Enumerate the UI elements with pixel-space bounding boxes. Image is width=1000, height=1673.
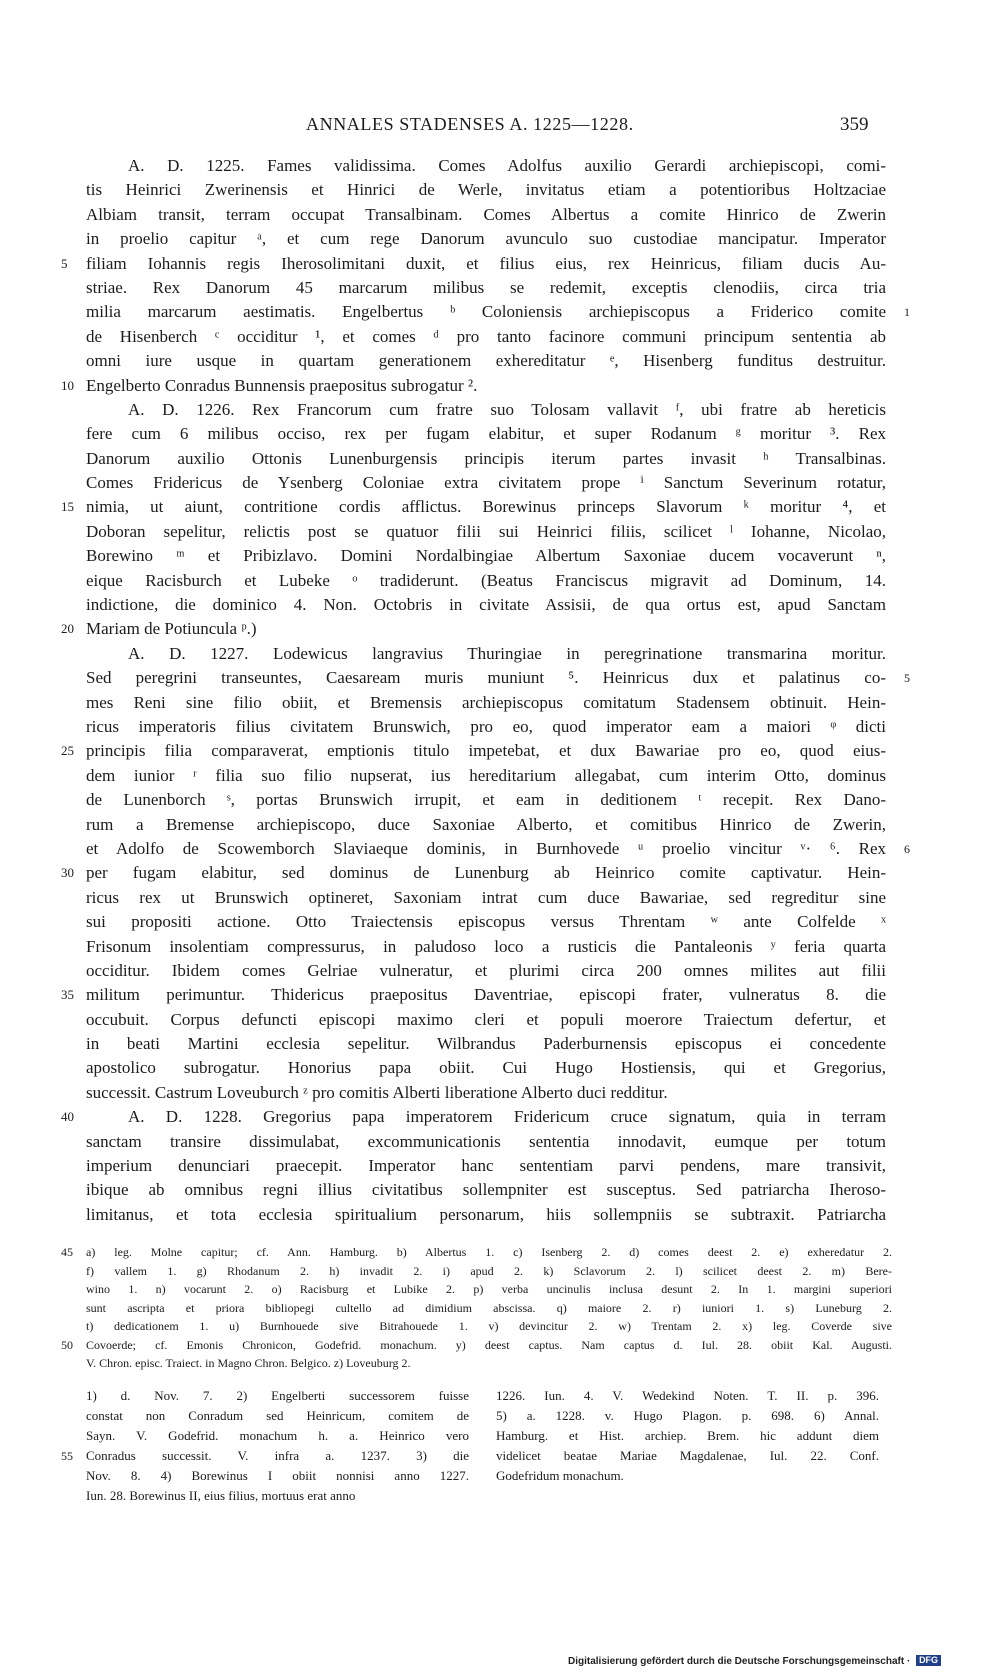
- footnote-line-text: 1226. Iun. 4. V. Wedekind Noten. T. II. p. 396.: [496, 1388, 879, 1403]
- footnote-line: [86, 1386, 469, 1406]
- variant-note-line-text: f) vallem 1. g) Rhodanum 2. h) invadit 2. i) apud 2. k) Sclavorum 2. l) scilicet deest 2. m) Bere-: [86, 1263, 892, 1278]
- digitization-credit: [568, 1655, 941, 1667]
- text-line-text: limitanus, et tota ecclesia spiritualium personarum, hiis sollempniis se subtraxit. Patriarcha: [86, 1204, 886, 1224]
- variant-note-line: [86, 1299, 892, 1318]
- text-line-text: indictione, die dominico 4. Non. Octobris in civitate Assisii, de qua ortus est, apud Sanctam: [86, 595, 886, 615]
- text-line-text: de Lunenborch ˢ, portas Brunswich irrupit, et eam in deditionem ᵗ recepit. Rex Dano-: [86, 790, 886, 810]
- footnotes-right-column: [496, 1386, 879, 1486]
- text-line-text: de Hisenberch ᶜ occiditur ¹, et comes ᵈ pro tanto facinore communi principum sententia ab: [86, 326, 886, 346]
- line-number: 55: [61, 1449, 73, 1463]
- footnote-line-text: Hamburg. et Hist. archiep. Brem. hic addunt diem: [496, 1428, 879, 1443]
- variant-note-line-text: Covoerde; cf. Emonis Chronicon, Godefrid. monachum. y) deest captus. Nam captus d. Iul. 28. obiit Kal. Augusti.: [86, 1337, 892, 1352]
- text-line: [86, 569, 886, 593]
- line-number: 20: [61, 621, 74, 637]
- footnote-line-text: 5) a. 1228. v. Hugo Plagon. p. 698. 6) Annal.: [496, 1408, 879, 1423]
- footnote-line: [86, 1406, 469, 1426]
- text-line: [86, 715, 886, 739]
- text-line: [86, 203, 886, 227]
- line-number: 50: [61, 1337, 73, 1352]
- line-number: 10: [61, 377, 74, 393]
- text-line: [86, 593, 886, 617]
- text-line-text: striae. Rex Danorum 45 marcarum milibus se redemit, exceptis clenodiis, circa tria: [86, 277, 886, 297]
- footnotes-left-column: [61, 1386, 469, 1506]
- text-line-text: et Adolfo de Scowemborch Slaviaeque dominis, in Burnhovede ᵘ proelio vincitur ᵛ· ⁶. Rex: [86, 838, 886, 858]
- text-line-text: rum a Bremense archiepiscopo, duce Saxoniae Alberto, et comitibus Hinrico de Zwerin,: [86, 814, 886, 834]
- text-line: [61, 983, 886, 1007]
- text-line-text: ricus imperatoris filius civitatem Brunswich, pro eo, quod imperator eam a maiori ᵠ dicti: [86, 716, 886, 736]
- text-line: [86, 1032, 886, 1056]
- text-line: [86, 276, 886, 300]
- text-line-text: ricus rex ut Brunswich optineret, Saxoniam intrat cum duce Bawariae, sed regreditur sine: [86, 887, 886, 907]
- text-line-text: in proelio capitur ᵃ, et cum rege Danorum avunculo suo custodiae mancipatur. Imperator: [86, 229, 886, 249]
- text-line: [86, 1154, 886, 1178]
- text-line: [86, 813, 886, 837]
- variant-note-line: [86, 1354, 892, 1373]
- text-line-text: nimia, ut aiunt, contritione cordis afflictus. Borewinus princeps Slavorum ᵏ moritur ⁴, et: [86, 497, 886, 517]
- text-line: [86, 300, 910, 324]
- text-line-text: A. D. 1227. Lodewicus langravius Thuringiae in peregrinatione transmarina moritur.: [128, 643, 886, 663]
- text-line-text: dem iunior ʳ filia suo filio nupserat, ius hereditarium allegabat, cum interim Otto, dominus: [86, 765, 886, 785]
- text-line-text: sui propositi actione. Otto Traiectensis episcopus versus Threntam ʷ ante Colfelde ˣ: [86, 912, 886, 932]
- text-line-text: eique Racisburch et Lubeke ᵒ tradiderunt. (Beatus Franciscus migravit ad Dominum, 14.: [86, 570, 886, 590]
- text-line: [86, 910, 886, 934]
- footnote-line-text: 1) d. Nov. 7. 2) Engelberti successorem fuisse: [86, 1388, 469, 1403]
- running-title: ANNALES STADENSES A. 1225—1228.: [306, 114, 634, 134]
- footnote-line-text: Sayn. V. Godefrid. monachum h. a. Heinrico vero: [86, 1428, 469, 1443]
- text-line-text: fere cum 6 milibus occiso, rex per fugam elabitur, et super Rodanum ᵍ moritur ³. Rex: [86, 424, 886, 444]
- text-line: [86, 666, 910, 690]
- text-line: [86, 1056, 886, 1080]
- footnote-line-text: Conradus successit. V. infra a. 1237. 3) die: [86, 1448, 469, 1463]
- text-line: [86, 520, 886, 544]
- variant-note-line: [86, 1317, 892, 1336]
- text-line: [86, 544, 886, 568]
- text-line-text: successit. Castrum Loveuburch ᶻ pro comitis Alberti liberatione Alberto duci redditur.: [86, 1082, 668, 1102]
- footnote-line-text: videlicet beatae Mariae Magdalenae, Iul. 22. Conf.: [496, 1448, 879, 1463]
- variant-note-line-text: a) leg. Molne capitur; cf. Ann. Hamburg. b) Albertus 1. c) Isenberg 2. d) comes deest 2. e) exheredatur 2.: [86, 1245, 892, 1259]
- main-text: [61, 154, 910, 1227]
- text-line: [86, 154, 886, 178]
- line-number: 40: [61, 1109, 74, 1125]
- footnote-line: [496, 1426, 879, 1446]
- page-number: 359: [840, 114, 869, 135]
- text-line: [86, 935, 886, 959]
- dfg-logo: DFG: [916, 1655, 941, 1666]
- line-number: 45: [61, 1245, 73, 1259]
- text-line: [86, 1008, 886, 1032]
- margin-note-marker: 5: [904, 671, 910, 686]
- variant-note-line-text: V. Chron. episc. Traiect. in Magno Chron. Belgico. z) Loveuburg 2.: [86, 1356, 411, 1370]
- text-line-text: in beati Martini ecclesia sepelitur. Wilbrandus Paderburnensis episcopus ei concedente: [86, 1034, 886, 1054]
- running-header: [0, 114, 1000, 138]
- footnote-line: [86, 1486, 469, 1506]
- footnote-line-text: Iun. 28. Borewinus II, eius filius, mortuus erat anno: [86, 1488, 356, 1503]
- text-line-text: occiditur. Ibidem comes Gelriae vulneratur, et plurimi circa 200 omnes milites aut filii: [86, 960, 886, 980]
- text-line-text: Frisonum insolentiam compressurus, in paludoso loco a rusticis die Pantaleonis ʸ feria quarta: [86, 936, 886, 956]
- text-line: [86, 471, 886, 495]
- text-line-text: Sed peregrini transeuntes, Caesaream muris muniunt ⁵. Heinricus dux et palatinus co-: [86, 668, 886, 688]
- text-line-text: A. D. 1226. Rex Francorum cum fratre suo Tolosam vallavit ᶠ, ubi fratre ab hereticis: [128, 399, 886, 419]
- text-line: [86, 1130, 886, 1154]
- footnote-line: [86, 1466, 469, 1486]
- text-line: [86, 325, 886, 349]
- text-line: [61, 1105, 886, 1129]
- variant-notes: [61, 1243, 892, 1373]
- footnote-line: [496, 1386, 879, 1406]
- line-number: 15: [61, 499, 74, 515]
- text-line: [86, 837, 910, 861]
- text-line-text: occubuit. Corpus defuncti episcopi maximo cleri et populi moerore Traiectum defertur, et: [86, 1009, 886, 1029]
- variant-note-line: [86, 1280, 892, 1299]
- text-line-text: ibique ab omnibus regni illius civitatibus sollempniter est susceptus. Sed patriarcha Iheroso-: [86, 1180, 886, 1200]
- text-line: [86, 691, 886, 715]
- text-line: [86, 178, 886, 202]
- footnote-line-text: Nov. 8. 4) Borewinus I obiit nonnisi anno 1227.: [86, 1468, 469, 1483]
- text-line-text: milia marcarum aestimatis. Engelbertus ᵇ Coloniensis archiepiscopus a Friderico comite: [86, 302, 886, 322]
- text-line-text: Mariam de Potiuncula ᵖ.): [86, 619, 257, 639]
- footnote-line: [496, 1446, 879, 1466]
- text-line-text: Borewino ᵐ et Pribizlavo. Domini Nordalbingiae Albertum Saxoniae ducem vocaverunt ⁿ,: [86, 546, 886, 566]
- text-line: [61, 617, 886, 641]
- text-line-text: principis filia comparaverat, emptionis titulo impetebat, et dux Bawariae pro eo, quod eius-: [86, 741, 886, 761]
- variant-note-line-text: t) dedicationem 1. u) Burnhouede sive Bitrahouede 1. v) devincitur 2. w) Trentam 2. x) leg. Coverde sive: [86, 1319, 892, 1333]
- footnote-line: [496, 1466, 879, 1486]
- line-number: 5: [61, 255, 68, 271]
- text-line: [86, 642, 886, 666]
- text-line-text: militum perimuntur. Thidericus praepositus Daventriae, episcopi frater, vulneratus 8. die: [86, 985, 886, 1005]
- margin-note-marker: 6: [904, 841, 910, 856]
- text-line: [86, 1178, 886, 1202]
- text-line: [86, 959, 886, 983]
- text-line: [86, 422, 886, 446]
- text-line: [86, 227, 886, 251]
- text-line-text: sanctam transire dissimulabat, excommunicationis sententia innodavit, eumque per totum: [86, 1131, 886, 1151]
- margin-note-marker: 1: [904, 305, 910, 320]
- text-line: [86, 1203, 886, 1227]
- text-line-text: per fugam elabitur, sed dominus de Lunenburg ab Heinrico comite captivatur. Hein-: [86, 863, 886, 883]
- line-number: 30: [61, 865, 74, 881]
- text-line: [61, 252, 886, 276]
- text-line: [86, 886, 886, 910]
- text-line-text: omni iure usque in quartam generationem exhereditatur ᵉ, Hisenberg funditus destruitur.: [86, 351, 886, 371]
- footnote-line-text: constat non Conradum sed Heinricum, comitem de: [86, 1408, 469, 1423]
- variant-note-line-text: wino 1. n) vocarunt 2. o) Racisburg et Lubike 2. p) verba uncinulis inclusa desunt 2. In 1. margini superiori: [86, 1282, 892, 1296]
- text-line: [61, 374, 886, 398]
- text-line: [61, 861, 886, 885]
- text-line: [86, 398, 886, 422]
- text-line: [86, 764, 886, 788]
- text-line: [61, 495, 886, 519]
- text-line-text: tis Heinrici Zwerinensis et Hinrici de Werle, invitatus etiam a potentioribus Holtzaciae: [86, 180, 886, 200]
- text-line: [86, 788, 886, 812]
- variant-note-line: [86, 1262, 892, 1281]
- variant-note-line-text: sunt ascripta et priora bibliopegi cultello ad dimidium abscissa. q) maiore 2. r) iuniori 1. s) Luneburg 2.: [86, 1300, 892, 1315]
- text-line-text: A. D. 1228. Gregorius papa imperatorem Fridericum cruce signatum, quia in terram: [128, 1107, 886, 1127]
- variant-note-line: [61, 1243, 892, 1262]
- text-line-text: Albiam transit, terram occupat Transalbinam. Comes Albertus a comite Hinrico de Zwerin: [86, 204, 886, 224]
- text-line-text: A. D. 1225. Fames validissima. Comes Adolfus auxilio Gerardi archiepiscopi, comi-: [128, 156, 886, 175]
- text-line-text: Comes Fridericus de Ysenberg Coloniae extra civitatem prope ⁱ Sanctum Severinum rotatur,: [86, 473, 886, 493]
- line-number: 25: [61, 743, 74, 759]
- text-line-text: Danorum auxilio Ottonis Lunenburgensis principis iterum partes invasit ʰ Transalbinas.: [86, 448, 886, 468]
- line-number: 35: [61, 987, 74, 1003]
- footnote-line: [61, 1446, 469, 1466]
- text-line: [86, 1081, 886, 1105]
- text-line: [86, 349, 886, 373]
- credit-text: Digitalisierung gefördert durch die Deutsche Forschungsgemeinschaft ·: [568, 1656, 911, 1667]
- footnote-line: [86, 1426, 469, 1446]
- text-line-text: imperium denunciari praecepit. Imperator hanc sententiam parvi pendens, mare transivit,: [86, 1156, 886, 1176]
- text-line-text: mes Reni sine filio obiit, et Bremensis archiepiscopus comitatum Stadensem obtinuit. Hein-: [86, 692, 886, 712]
- footnote-line: [496, 1406, 879, 1426]
- text-line-text: apostolico subrogatur. Honorius papa obiit. Cui Hugo Hostiensis, qui et Gregorius,: [86, 1058, 886, 1078]
- footnote-line-text: Godefridum monachum.: [496, 1468, 624, 1483]
- text-line: [86, 447, 886, 471]
- variant-note-line: [61, 1336, 892, 1355]
- text-line-text: filiam Iohannis regis Iherosolimitani duxit, et filius eius, rex Heinricus, filiam ducis Au-: [86, 253, 886, 273]
- text-line: [61, 739, 886, 763]
- text-line-text: Engelberto Conradus Bunnensis praepositus subrogatur ².: [86, 375, 478, 395]
- text-line-text: Doboran sepelitur, relictis post se quatuor filii sui Heinrici filiis, scilicet ˡ Iohanne, Nicolao,: [86, 521, 886, 541]
